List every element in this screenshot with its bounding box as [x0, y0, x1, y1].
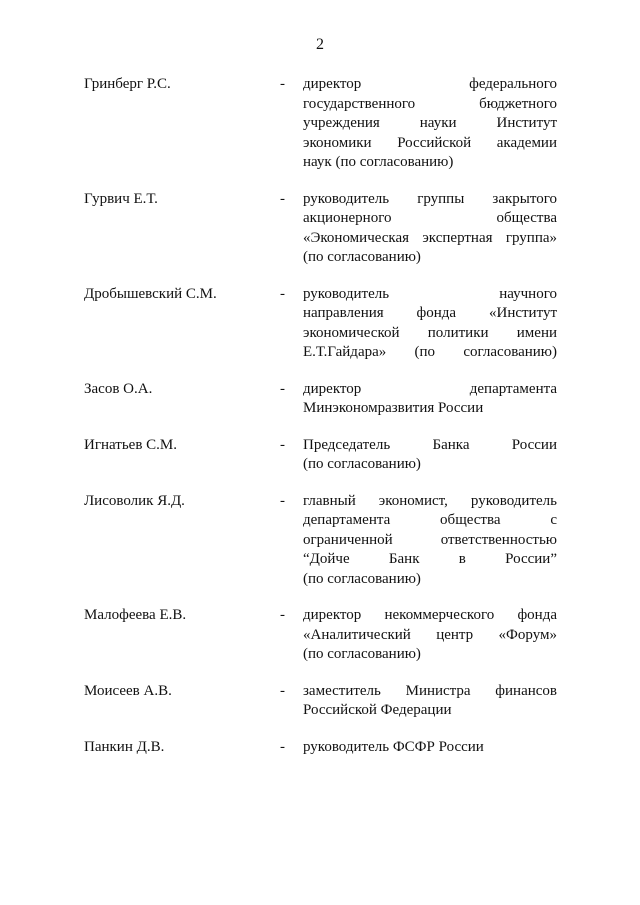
member-entry — [0, 436, 640, 475]
role-line: директор департамента — [303, 380, 557, 397]
member-role — [303, 492, 557, 590]
member-name: Моисеев А.В. — [84, 682, 172, 699]
role-line: Е.Т.Гайдара» (по согласованию) — [303, 344, 557, 360]
member-role — [303, 682, 557, 721]
dash: - — [280, 738, 285, 755]
member-entry — [0, 492, 640, 590]
member-role — [303, 738, 557, 758]
role-line: (по согласованию) — [303, 570, 421, 587]
member-name: Гурвич Е.Т. — [84, 190, 158, 207]
member-entry — [0, 75, 640, 173]
member-role — [303, 285, 557, 363]
dash: - — [280, 190, 285, 207]
role-line: акционерного общества — [303, 210, 557, 226]
role-line: (по согласованию) — [303, 249, 421, 265]
dash: - — [280, 492, 285, 509]
dash: - — [280, 285, 285, 302]
role-line: Председатель Банка России — [303, 436, 557, 453]
role-line: экономики Российской академии — [303, 134, 557, 151]
member-entry — [0, 285, 640, 363]
role-line: руководитель научного — [303, 285, 557, 302]
dash: - — [280, 76, 285, 92]
role-line: директор некоммерческого фонда — [303, 607, 557, 623]
member-role — [303, 436, 557, 475]
role-line: департамента общества с — [303, 512, 557, 528]
member-name: Гринберг Р.С. — [84, 76, 171, 92]
member-name: Игнатьев С.М. — [84, 436, 178, 453]
role-line: главный экономист, руководитель — [303, 492, 557, 509]
dash: - — [280, 436, 285, 453]
member-role — [303, 606, 557, 665]
role-line: Минэкономразвития России — [303, 400, 484, 416]
member-name: Дробышевский С.М. — [84, 285, 217, 302]
dash: - — [280, 682, 285, 699]
dash: - — [280, 380, 285, 397]
member-name: Засов О.А. — [84, 380, 153, 397]
role-line: (по согласованию) — [303, 646, 421, 662]
members-list — [0, 75, 640, 757]
member-name: Лисоволик Я.Д. — [84, 492, 185, 509]
member-role — [303, 380, 557, 419]
role-line: «Аналитический центр «Форум» — [303, 626, 557, 643]
role-line: учреждения науки Институт — [303, 115, 557, 131]
role-line: заместитель Министра финансов — [303, 682, 557, 699]
member-entry — [0, 738, 640, 758]
member-role — [303, 190, 557, 268]
role-line: (по согласованию) — [303, 456, 421, 472]
member-entry — [0, 682, 640, 721]
role-line: ограниченной ответственностью — [303, 531, 557, 548]
role-line: “Дойче Банк в России” — [303, 551, 557, 567]
member-entry — [0, 190, 640, 268]
member-entry — [0, 606, 640, 665]
role-line: руководитель группы закрытого — [303, 190, 557, 207]
member-entry — [0, 380, 640, 419]
member-name: Малофеева Е.В. — [84, 607, 187, 623]
role-line: «Экономическая экспертная группа» — [303, 229, 557, 246]
role-line: руководитель ФСФР России — [303, 738, 484, 755]
page-number: 2 — [316, 36, 324, 53]
role-line: директор федерального — [303, 76, 557, 92]
member-name: Панкин Д.В. — [84, 738, 165, 755]
role-line: Российской Федерации — [303, 702, 452, 718]
role-line: наук (по согласованию) — [303, 154, 454, 170]
member-role — [303, 75, 557, 173]
dash: - — [280, 607, 285, 623]
role-line: направления фонда «Институт — [303, 305, 557, 321]
role-line: экономической политики имени — [303, 324, 557, 341]
role-line: государственного бюджетного — [303, 95, 557, 112]
